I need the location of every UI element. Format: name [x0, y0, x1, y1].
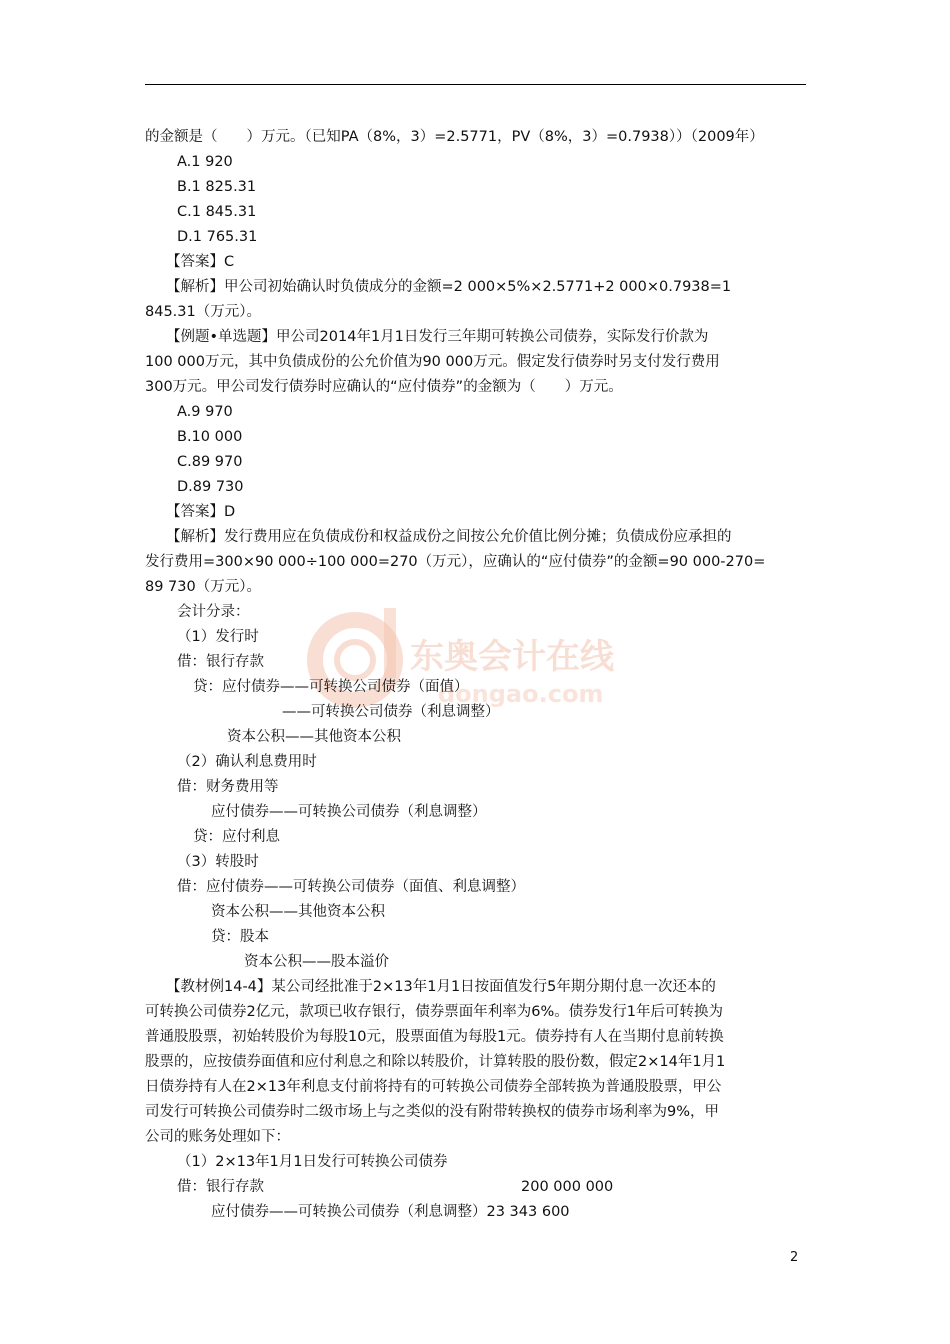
journal-line: 贷：股本 [211, 929, 269, 945]
journal-line: 资本公积——其他资本公积 [227, 729, 401, 745]
analysis-text-cont: 发行费用=300×90 000÷100 000=270（万元），应确认的“应付债券”的金额=90 000-270= [145, 554, 766, 570]
journal-amount: 200 000 000 [521, 1179, 614, 1195]
step-heading: （1）发行时 [177, 629, 259, 645]
journal-line: 借：财务费用等 [177, 779, 279, 795]
watermark-text-url: dongao.com [438, 680, 604, 708]
option-c: C.1 845.31 [177, 204, 257, 220]
option-c: C.89 970 [177, 454, 243, 470]
option-b: B.1 825.31 [177, 179, 257, 195]
answer-label: 【答案】C [166, 254, 235, 270]
journal-line: 应付债券——可转换公司债券（利息调整） [211, 804, 487, 820]
option-d: D.89 730 [177, 479, 244, 495]
section-heading: 会计分录： [177, 604, 250, 620]
journal-line: 应付债券——可转换公司债券（利息调整）23 343 600 [211, 1204, 570, 1220]
example-text: 日债券持有人在2×13年利息支付前将持有的可转换公司债券全部转换为普通股股票，甲公 [145, 1079, 722, 1095]
journal-line: 借：银行存款 [177, 1179, 264, 1195]
watermark-text-cn: 东奥会计在线 [410, 637, 614, 677]
example-text: 股票的，应按债券面值和应付利息之和除以转股价，计算转股的股份数，假定2×14年1月1 [145, 1054, 726, 1070]
text-line: 的金额是（ ）万元。（已知PA（8%，3）=2.5771，PV（8%，3）=0.7938））（2009年） [145, 129, 764, 145]
analysis-text: 【解析】甲公司初始确认时负债成分的金额=2 000×5%×2.5771+2 000×0.7938=1 [166, 279, 732, 295]
step-heading: （2）确认利息费用时 [177, 754, 317, 770]
answer-label: 【答案】D [166, 504, 236, 520]
example-text: 可转换公司债券2亿元，款项已收存银行，债券票面年利率为6%。债券发行1年后可转换为 [145, 1004, 723, 1020]
journal-line: 贷：应付债券——可转换公司债券（面值） [193, 679, 469, 695]
page-number: 2 [790, 1250, 799, 1265]
option-a: A.9 970 [177, 404, 233, 420]
journal-line: 资本公积——其他资本公积 [211, 904, 385, 920]
example-text: 公司的账务处理如下： [145, 1129, 290, 1145]
analysis-text-cont: 845.31（万元）。 [145, 304, 261, 320]
dongao-watermark-logo [300, 598, 660, 718]
example-title: 【例题•单选题】甲公司2014年1月1日发行三年期可转换公司债券，实际发行价款为 [166, 329, 709, 345]
journal-line: 资本公积——股本溢价 [244, 954, 389, 970]
option-d: D.1 765.31 [177, 229, 258, 245]
example-text: 300万元。甲公司发行债券时应确认的“应付债券”的金额为（ ）万元。 [145, 379, 623, 395]
textbook-example-title: 【教材例14-4】某公司经批准于2×13年1月1日按面值发行5年期分期付息一次还本的 [166, 979, 716, 995]
example-text: 100 000万元，其中负债成份的公允价值为90 000万元。假定发行债券时另支付发行费用 [145, 354, 720, 370]
analysis-text-cont: 89 730（万元）。 [145, 579, 261, 595]
journal-line: 借：应付债券——可转换公司债券（面值、利息调整） [177, 879, 525, 895]
analysis-text: 【解析】发行费用应在负债成份和权益成份之间按公允价值比例分摊；负债成份应承担的 [166, 529, 732, 545]
journal-line: 贷：应付利息 [193, 829, 280, 845]
example-text: 普通股股票，初始转股价为每股10元，股票面值为每股1元。债券持有人在当期付息前转换 [145, 1029, 724, 1045]
journal-line: 借：银行存款 [177, 654, 264, 670]
step-heading: （1）2×13年1月1日发行可转换公司债券 [177, 1154, 448, 1170]
option-b: B.10 000 [177, 429, 243, 445]
step-heading: （3）转股时 [177, 854, 259, 870]
watermark-icon [300, 598, 660, 718]
example-text: 司发行可转换公司债券时二级市场上与之类似的没有附带转换权的债券市场利率为9%，甲 [145, 1104, 719, 1120]
option-a: A.1 920 [177, 154, 233, 170]
header-rule [145, 84, 806, 85]
journal-line: ——可转换公司债券（利息调整） [282, 704, 500, 720]
